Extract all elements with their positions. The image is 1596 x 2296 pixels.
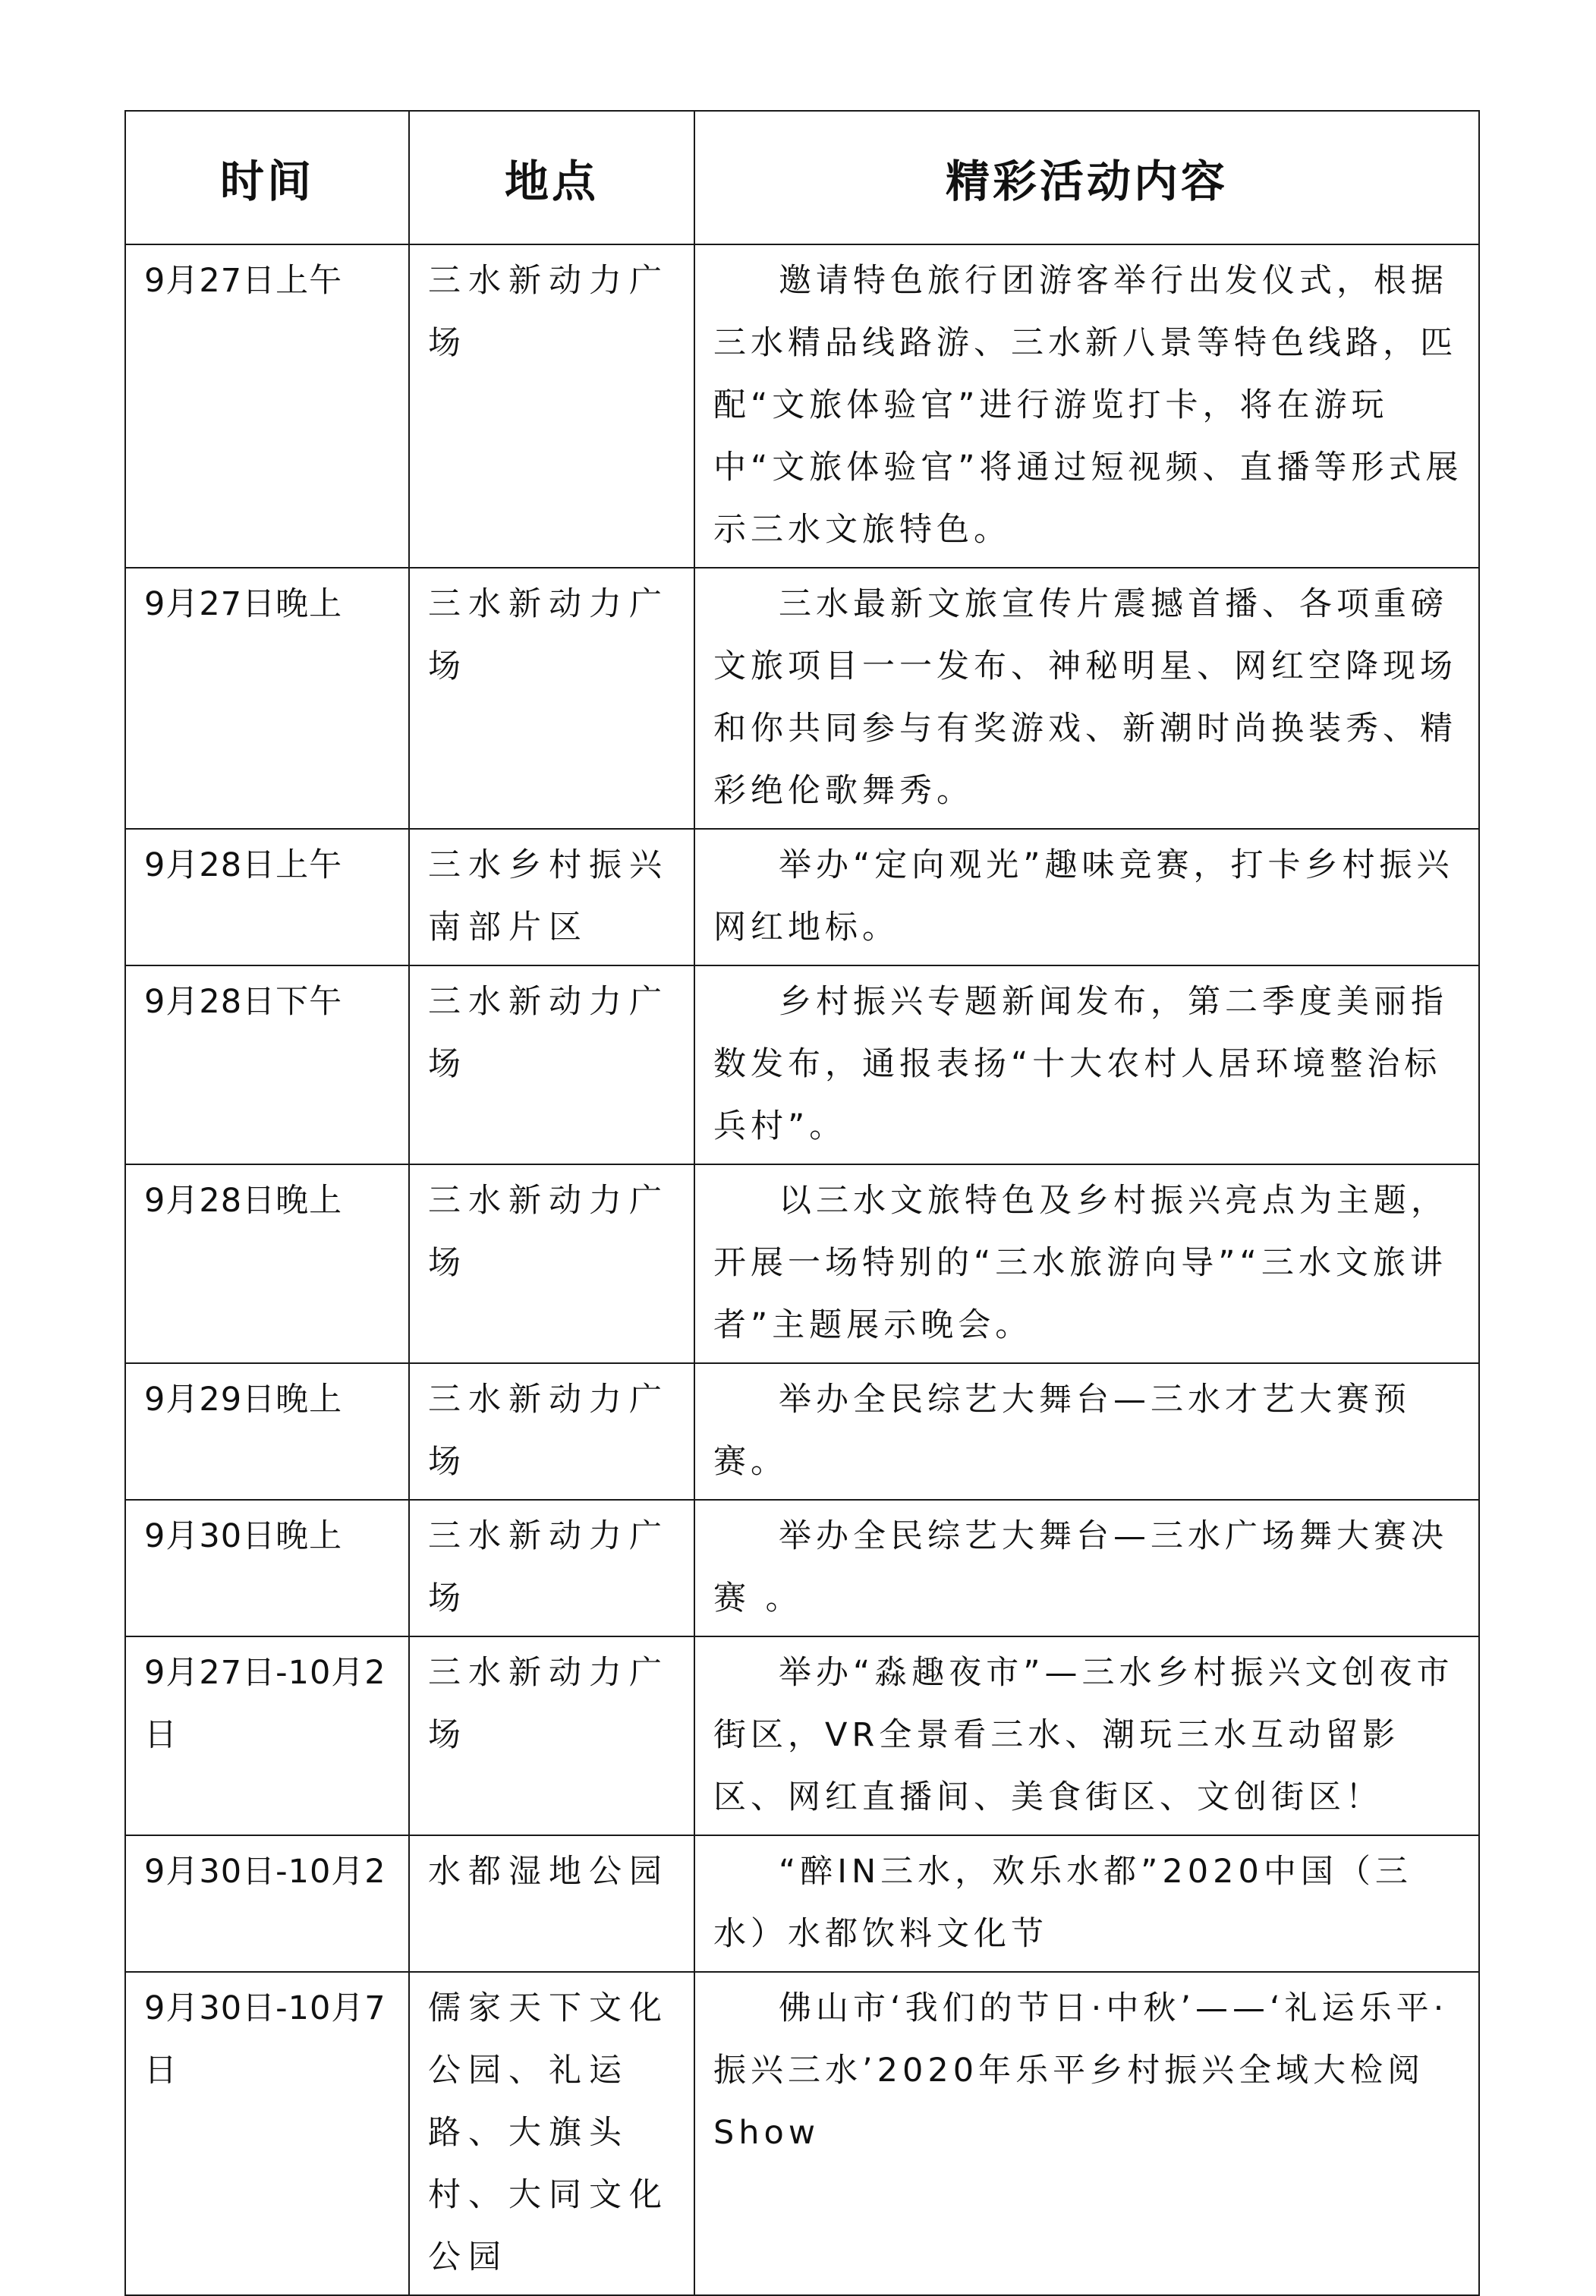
cell-content: 佛山市‘我们的节日·中秋’——‘礼运乐平·振兴三水’2020年乐平乡村振兴全域大检阅Show xyxy=(694,1972,1479,2295)
activity-schedule-table xyxy=(124,110,1480,2296)
header-content: 精彩活动内容 xyxy=(694,111,1479,244)
cell-content: 邀请特色旅行团游客举行出发仪式，根据三水精品线路游、三水新八景等特色线路，匹配“文旅体验官”进行游览打卡，将在游玩中“文旅体验官”将通过短视频、直播等形式展示三水文旅特色。 xyxy=(694,244,1479,568)
table-body xyxy=(125,244,1479,2295)
cell-time: 9月28日上午 xyxy=(125,829,409,965)
cell-content: 举办“淼趣夜市”—三水乡村振兴文创夜市街区，VR全景看三水、潮玩三水互动留影区、网红直播间、美食街区、文创街区！ xyxy=(694,1636,1479,1835)
cell-place: 三水新动力广场 xyxy=(409,965,694,1164)
table-row xyxy=(125,1636,1479,1835)
header-time: 时间 xyxy=(125,111,409,244)
cell-content: 三水最新文旅宣传片震撼首播、各项重磅文旅项目一一发布、神秘明星、网红空降现场和你共同参与有奖游戏、新潮时尚换装秀、精彩绝伦歌舞秀。 xyxy=(694,568,1479,829)
header-place: 地点 xyxy=(409,111,694,244)
cell-time: 9月28日晚上 xyxy=(125,1164,409,1363)
cell-content: 举办“定向观光”趣味竞赛，打卡乡村振兴网红地标。 xyxy=(694,829,1479,965)
cell-content: 举办全民综艺大舞台—三水广场舞大赛决赛 。 xyxy=(694,1500,1479,1636)
cell-time: 9月30日-10月7日 xyxy=(125,1972,409,2295)
cell-content: “醉IN三水，欢乐水都”2020中国（三水）水都饮料文化节 xyxy=(694,1835,1479,1972)
table-row xyxy=(125,1972,1479,2295)
cell-place: 三水新动力广场 xyxy=(409,244,694,568)
table-header xyxy=(125,111,1479,244)
table-row xyxy=(125,1835,1479,1972)
cell-place: 三水乡村振兴南部片区 xyxy=(409,829,694,965)
table-row xyxy=(125,1363,1479,1500)
cell-time: 9月28日下午 xyxy=(125,965,409,1164)
table-row xyxy=(125,829,1479,965)
cell-place: 三水新动力广场 xyxy=(409,1363,694,1500)
cell-time: 9月29日晚上 xyxy=(125,1363,409,1500)
cell-place: 三水新动力广场 xyxy=(409,1636,694,1835)
cell-time: 9月27日-10月2日 xyxy=(125,1636,409,1835)
cell-time: 9月27日上午 xyxy=(125,244,409,568)
cell-place: 水都湿地公园 xyxy=(409,1835,694,1972)
cell-time: 9月30日-10月2 xyxy=(125,1835,409,1972)
cell-time: 9月27日晚上 xyxy=(125,568,409,829)
table-row xyxy=(125,244,1479,568)
table-row xyxy=(125,568,1479,829)
cell-time: 9月30日晚上 xyxy=(125,1500,409,1636)
cell-place: 三水新动力广场 xyxy=(409,1164,694,1363)
cell-content: 乡村振兴专题新闻发布，第二季度美丽指数发布，通报表扬“十大农村人居环境整治标兵村”。 xyxy=(694,965,1479,1164)
table-row xyxy=(125,965,1479,1164)
cell-place: 三水新动力广场 xyxy=(409,568,694,829)
table-row xyxy=(125,1500,1479,1636)
table-row xyxy=(125,1164,1479,1363)
cell-place: 三水新动力广场 xyxy=(409,1500,694,1636)
cell-place: 儒家天下文化公园、礼运路、大旗头村、大同文化公园 xyxy=(409,1972,694,2295)
cell-content: 以三水文旅特色及乡村振兴亮点为主题，开展一场特别的“三水旅游向导”“三水文旅讲者”主题展示晚会。 xyxy=(694,1164,1479,1363)
header-row xyxy=(125,111,1479,244)
cell-content: 举办全民综艺大舞台—三水才艺大赛预赛。 xyxy=(694,1363,1479,1500)
